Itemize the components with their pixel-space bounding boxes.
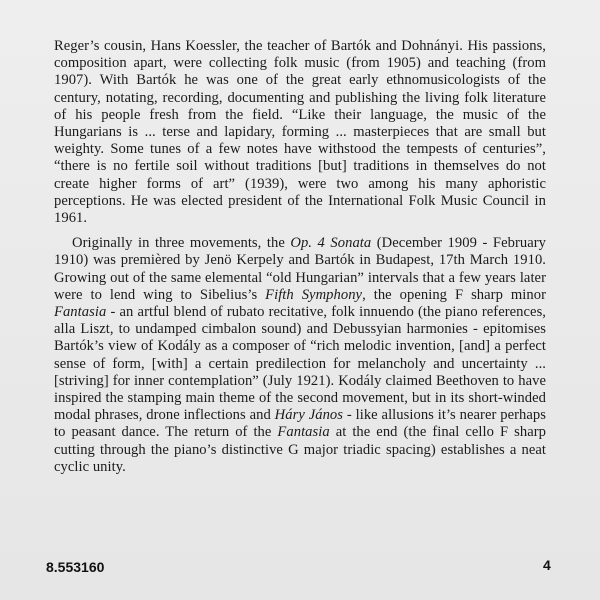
- text-run: (December 1909 - February 1910) was premièred by Jenö Kerpely and Bartók in Budapest, 17th March 1910. Growing out of the same elemental “old Hungarian” intervals that a few years later were to lend wing to Sibelius’s: [54, 235, 546, 303]
- paragraph-sonata: [54, 235, 546, 476]
- text-run: - an artful blend of rubato recitative, folk innuendo (the piano references, alla Liszt, to undamped cimbalon sound) and Debussyian harmonies - epitomises Bartók’s view of Kodály as a composer of “rich melodic invention, [and] a perfect sense of form, [with] a certain predilection for melancholy and uncertainty ... [striving] for inner contemplation” (July 1921). Kodály claimed Beethoven to have inspired the stamping main theme of the second movement, but in its short-winded modal phrases, drone inflections and: [54, 304, 546, 424]
- italic-title: Fantasia: [54, 304, 107, 321]
- text-run: Reger’s cousin, Hans Koessler, the teacher of Bartók and Dohnányi. His passions, composition apart, were collecting folk music (from 1905) and teaching (from 1907). With Bartók he was one of the great early ethnomusicologists of the century, notating, recording, documenting and publishing the living folk literature of his people fresh from the field. “Like their language, the music of the Hungarians is ... terse and lapidary, forming ... masterpieces that are small but weighty. Some tunes of a few notes have withstood the tempests of centuries”, “there is no fertile soil without traditions [but] traditions in themselves do not create higher forms of art” (1939), were two among his many aphoristic perceptions. He was elected president of the International Folk Music Council in 1961.: [54, 38, 546, 227]
- italic-title: Op. 4 Sonata: [290, 235, 372, 252]
- text-run: at the end (the final cello F sharp cutting through the piano’s distinctive G major triadic spacing) establishes a neat cyclic unity.: [54, 424, 546, 475]
- text-run: Originally in three movements, the: [72, 235, 291, 252]
- body-text: [54, 38, 546, 484]
- text-run: - like allusions it’s nearer perhaps to peasant dance. The return of the: [54, 407, 546, 441]
- italic-title: Fifth Symphony: [265, 286, 363, 303]
- paragraph-koessler: [54, 38, 546, 227]
- page-number: 4: [543, 557, 551, 573]
- italic-title: Háry János: [274, 407, 343, 424]
- italic-title: Fantasia: [277, 424, 330, 441]
- catalog-number: 8.553160: [46, 559, 105, 575]
- text-run: , the opening F sharp minor: [362, 286, 546, 303]
